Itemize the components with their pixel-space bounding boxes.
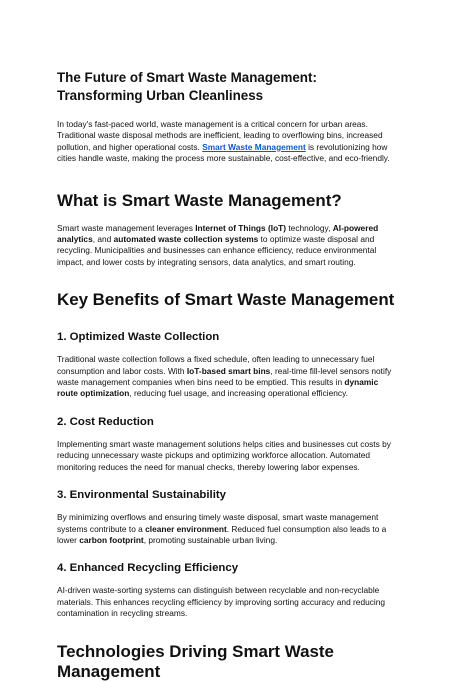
text-run: , and [92,234,114,245]
text-run: , reducing fuel usage, and increasing operational efficiency. [129,388,348,399]
intro-paragraph [57,119,395,165]
bold-term-iot: Internet of Things (IoT) [195,222,287,233]
text-run: , real-time fill-level sensors notify waste management companies when bins need to be emptied. This results in [57,365,392,388]
section-heading-what-is: What is Smart Waste Management? [57,190,342,210]
subheading-environmental-sustainability: 3. Environmental Sustainability [57,489,227,502]
subheading-recycling-efficiency: 4. Enhanced Recycling Efficiency [57,562,239,575]
text-run: Traditional waste collection follows a fixed schedule, often leading to unnecessary fuel consumption and labor costs. With [57,354,375,376]
bold-term-cleaner-environment: cleaner environment [145,523,227,534]
bold-term-route-optimization: dynamic route optimization [57,377,379,399]
text-run: technology, [286,222,333,233]
text-run: Smart waste management leverages [57,222,196,233]
recycling-paragraph: AI-driven waste-sorting systems can distinguish between recyclable and non-recyclable materials. This enhances recycling efficiency by improving sorting accuracy and reducing contamination in recycling streams. [57,585,386,619]
bold-term-carbon-footprint: carbon footprint [79,534,144,545]
intro-text-2: is revolutionizing how cities handle waste, making the process more sustainable, cost-effective, and eco-friendly. [57,141,390,164]
subheading-cost-reduction: 2. Cost Reduction [57,415,154,428]
cost-reduction-paragraph: Implementing smart waste management solutions helps cities and businesses cut costs by reducing unnecessary waste pickups and optimizing workforce allocation. Automated monitoring reduces the need for manual checks, thereby lowering labor expenses. [57,438,391,472]
text-run: , promoting sustainable urban living. [143,534,278,545]
bold-term-ai-analytics: AI-powered analytics [57,222,379,245]
section-heading-key-benefits: Key Benefits of Smart Waste Management [57,290,395,310]
sustainability-paragraph [57,512,395,546]
text-run: By minimizing overflows and ensuring timely waste disposal, smart waste management systems contribute to a [57,512,379,534]
subheading-optimized-collection: 1. Optimized Waste Collection [57,331,220,344]
intro-text-1: In today's fast-paced world, waste management is a critical concern for urban areas. Traditional waste disposal methods are inefficient, leading to overflowing bins, increased pollution, and higher operational costs. [57,119,383,152]
optimized-collection-paragraph [57,354,395,400]
smart-waste-management-link[interactable]: Smart Waste Management [202,141,306,152]
section-heading-technologies: Technologies Driving Smart Waste Management [57,641,334,681]
text-run: to optimize waste disposal and recycling. Municipalities and businesses can enhance efficiency, reduce environmental impact, and lower costs by integrating sensors, data analytics, and smart routing. [57,234,377,267]
page-title: The Future of Smart Waste Management: Transforming Urban Cleanliness [57,70,317,103]
bold-term-smart-bins: IoT-based smart bins [186,365,271,376]
what-is-paragraph [57,223,395,269]
bold-term-automated-collection: automated waste collection systems [113,234,259,245]
text-run: . Reduced fuel consumption also leads to a lower [57,523,387,545]
